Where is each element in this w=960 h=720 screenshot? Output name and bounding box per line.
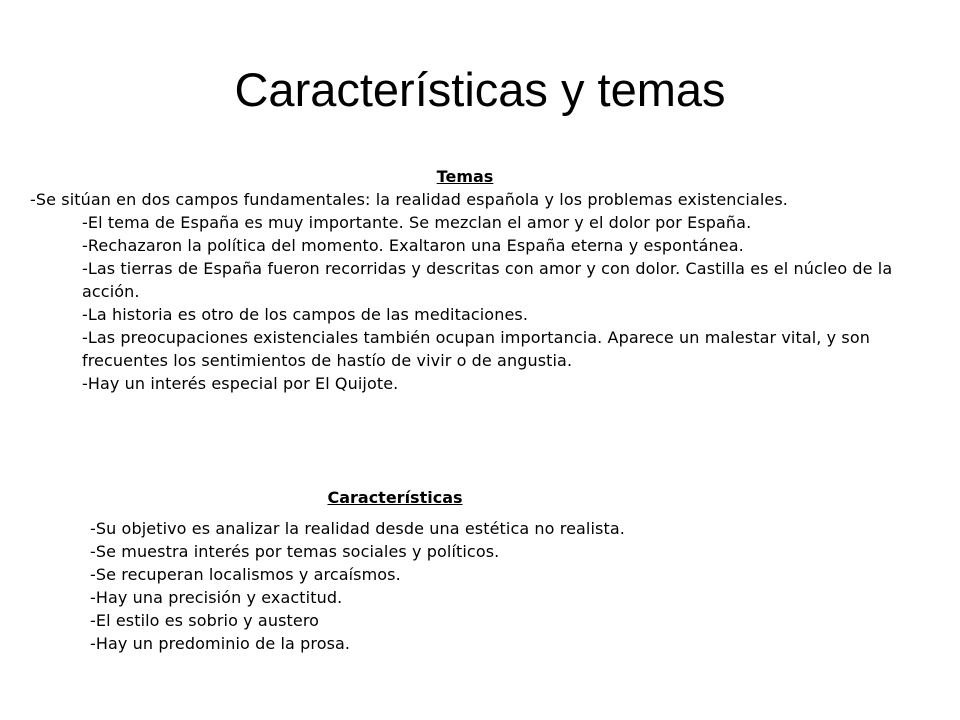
temas-item-existenciales: -Las preocupaciones existenciales también ocupan importancia. Aparece un malestar vital, y son frecuentes los sentimientos de hastío de vivir o de angustia. (82, 328, 870, 370)
caracteristicas-item-estilo: -El estilo es sobrio y austero (90, 611, 320, 630)
caracteristicas-item-temas-sociales: -Se muestra interés por temas sociales y políticos. (90, 542, 500, 561)
temas-list (30, 211, 920, 395)
temas-heading: Temas (436, 167, 494, 186)
slide-title: Características y temas (234, 63, 726, 116)
caracteristicas-item-localismos: -Se recuperan localismos y arcaísmos. (90, 565, 401, 584)
caracteristicas-section (90, 517, 690, 655)
temas-section (30, 188, 920, 395)
caracteristicas-item-objetivo: -Su objetivo es analizar la realidad desde una estética no realista. (90, 519, 625, 538)
temas-item-quijote: -Hay un interés especial por El Quijote. (82, 374, 399, 393)
temas-item-historia: -La historia es otro de los campos de las meditaciones. (82, 305, 529, 324)
temas-intro: -Se sitúan en dos campos fundamentales: la realidad española y los problemas existenciales. (30, 190, 788, 209)
temas-item-espana: -El tema de España es muy importante. Se mezclan el amor y el dolor por España. (82, 213, 752, 232)
temas-item-politica: -Rechazaron la política del momento. Exaltaron una España eterna y espontánea. (82, 236, 744, 255)
caracteristicas-item-prosa: -Hay un predominio de la prosa. (90, 634, 351, 653)
temas-item-tierras: -Las tierras de España fueron recorridas y descritas con amor y con dolor. Castilla es el núcleo de la acción. (82, 259, 893, 301)
caracteristicas-list (90, 517, 690, 655)
caracteristicas-heading: Características (327, 488, 463, 507)
caracteristicas-item-precision: -Hay una precisión y exactitud. (90, 588, 343, 607)
